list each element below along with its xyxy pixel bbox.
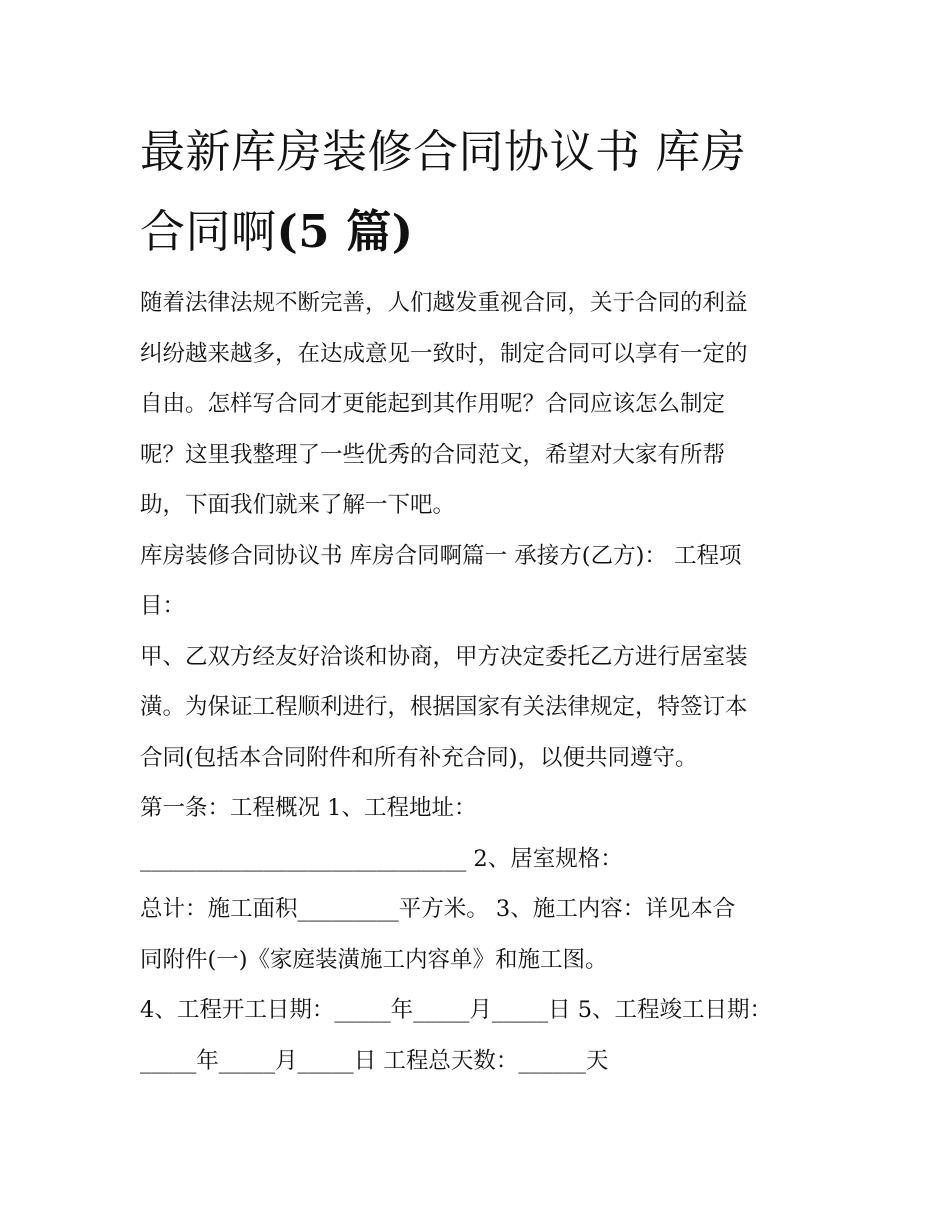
article-1-dates-paragraph <box>140 985 830 1086</box>
text-line: 同附件(一)《家庭装潢施工内容单》和施工图。 <box>140 946 608 973</box>
text-line: 自由。怎样写合同才更能起到其作用呢？合同应该怎么制定 <box>140 391 726 417</box>
text-line: _____________________________ 2、居室规格： <box>140 845 623 872</box>
text-line: 库房装修合同协议书 库房合同啊篇一 承接方(乙方)： 工程项 <box>140 542 742 569</box>
text-line: 呢？这里我整理了一些优秀的合同范文，希望对大家有所帮 <box>140 441 726 468</box>
text-line: 潢。为保证工程顺利进行，根据国家有关法律规定，特签订本 <box>140 694 748 720</box>
article-1-paragraph <box>140 783 830 985</box>
text-line: 助，下面我们就来了解一下吧。 <box>140 492 456 518</box>
title-line-1: 最新库房装修合同协议书 库房 <box>140 125 747 178</box>
text-line: 纠纷越来越多，在达成意见一致时，制定合同可以享有一定的 <box>140 340 748 367</box>
text-line: 目： <box>140 593 186 619</box>
text-line: 随着法律法规不断完善，人们越发重视合同，关于合同的利益 <box>140 290 748 316</box>
section-heading-paragraph <box>140 531 830 632</box>
text-line: _____年_____月_____日 工程总天数：______天 <box>140 1047 609 1074</box>
text-line: 合同(包括本合同附件和所有补充合同)，以便共同遵守。 <box>140 744 698 771</box>
title-line-2-count: (5 篇) <box>276 205 414 258</box>
text-line: 总计：施工面积_________平方米。 3、施工内容：详见本合 <box>140 896 736 922</box>
text-line: 第一条：工程概况 1、工程地址： <box>140 795 477 821</box>
text-line: 4、工程开工日期：_____年_____月_____日 5、工程竣工日期： <box>140 997 773 1023</box>
agreement-paragraph <box>140 632 830 784</box>
text-line: 甲、乙双方经友好洽谈和协商，甲方决定委托乙方进行居室装 <box>140 643 748 670</box>
title-line-2-prefix: 合同啊 <box>140 205 277 258</box>
document-title <box>140 112 830 272</box>
intro-paragraph <box>140 278 830 531</box>
document-body <box>140 278 830 1086</box>
